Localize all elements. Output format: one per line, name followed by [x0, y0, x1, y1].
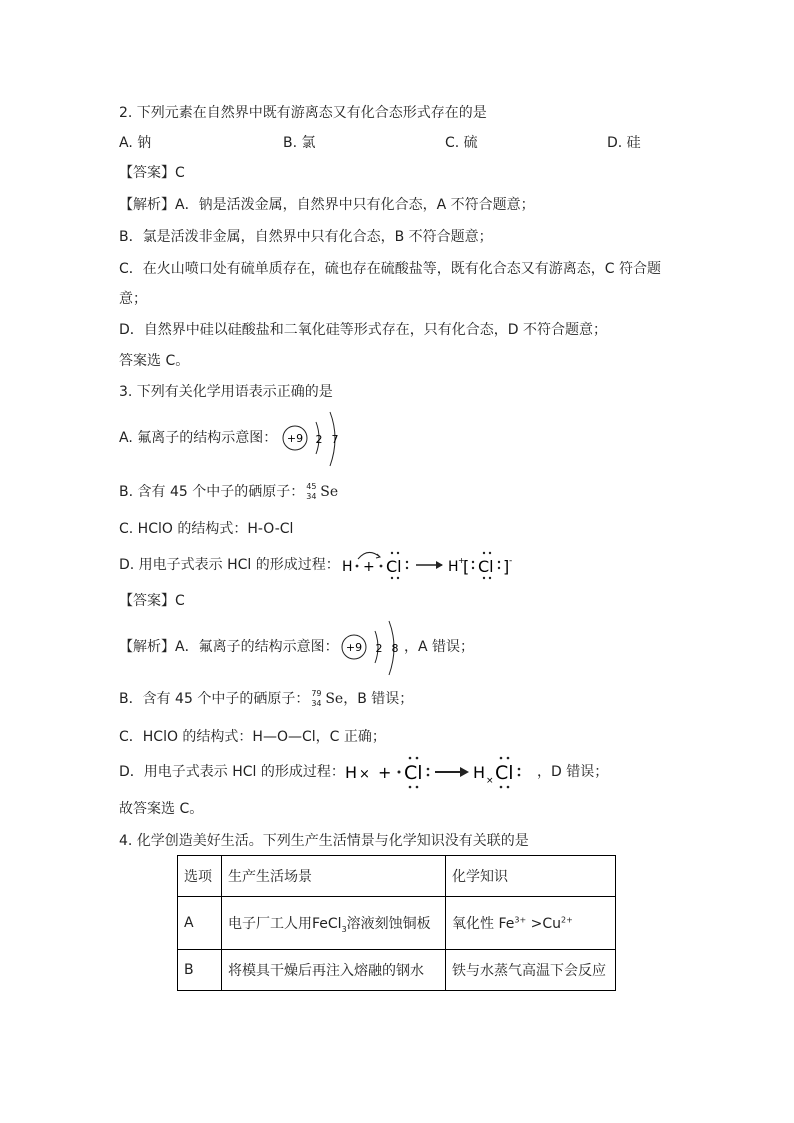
- svg-text:+9: +9: [345, 641, 363, 654]
- q3-option-d: [119, 555, 340, 575]
- q4-question: 4. 化学创造美好生活。下列生产生活情景与化学知识没有关联的是: [119, 833, 529, 849]
- selenium-nuclide: [304, 482, 320, 502]
- svg-text:-: -: [509, 556, 513, 566]
- shell-2-count: 7: [331, 433, 339, 446]
- svg-text:8: 8: [391, 642, 399, 655]
- svg-text:+: +: [458, 556, 465, 565]
- svg-text:×: ×: [486, 776, 494, 786]
- hcl-formation-correct: [343, 750, 535, 792]
- q2-option-c: C. 硫: [445, 135, 478, 151]
- mass-number: 45: [306, 482, 317, 491]
- q3-analysis-a-result: ，A 错误；: [404, 639, 475, 655]
- svg-text:[: [: [463, 557, 470, 576]
- table-row: [178, 950, 616, 991]
- q3-analysis-b: [119, 689, 413, 709]
- q2-option-d: D. 硅: [607, 135, 641, 151]
- element-symbol: Se: [320, 484, 339, 500]
- nucleus-charge: +9: [286, 432, 304, 445]
- row-a-knowledge: [446, 897, 616, 950]
- q3-option-b: [119, 482, 338, 502]
- svg-text:2: 2: [375, 642, 383, 655]
- q2-conclusion: 答案选 C。: [119, 353, 190, 369]
- scene-text: 溶液刻蚀铜板: [346, 915, 431, 932]
- fluoride-structure-diagram-wrong: [280, 410, 350, 468]
- knowledge-text: >Cu: [526, 916, 561, 932]
- scene-formula: FeCl: [312, 915, 342, 932]
- scene-text: 电子厂工人用: [228, 915, 312, 932]
- q2-question: 2. 下列元素在自然界中既有游离态又有化合态形式存在的是: [119, 105, 487, 121]
- q3-option-c: C. HClO 的结构式：H-O-Cl: [119, 521, 294, 537]
- row-b-knowledge: 铁与水蒸气高温下会反应: [446, 950, 616, 991]
- svg-text:Cl: Cl: [404, 762, 423, 784]
- q3-option-a-text: A. 氟离子的结构示意图：: [119, 430, 278, 446]
- hcl-formation-wrong: [336, 545, 526, 585]
- svg-text:H: H: [345, 763, 358, 782]
- q3-analysis-d: [119, 762, 345, 782]
- svg-text:Cl: Cl: [495, 762, 514, 784]
- mass-number: 79: [311, 689, 322, 698]
- q3-option-a: [119, 428, 277, 448]
- q2-option-b: B. 氯: [283, 135, 316, 151]
- table-header-row: [178, 856, 616, 897]
- q2-analysis-b: B．氯是活泼非金属，自然界中只有化合态，B 不符合题意；: [119, 229, 493, 245]
- plus-sign: +: [363, 559, 375, 575]
- q2-analysis-c-cont: 意；: [119, 291, 147, 307]
- q2-option-a: A. 钠: [119, 135, 152, 151]
- q3-analysis-a: [119, 637, 339, 657]
- q2-analysis-a: 【解析】A．钠是活泼金属，自然界中只有化合态，A 不符合题意；: [119, 197, 535, 213]
- svg-text:]: ]: [503, 557, 510, 576]
- cl-ion: Cl: [478, 557, 494, 576]
- svg-text:H: H: [473, 763, 486, 782]
- q3-analysis-a-text: 【解析】A．氟离子的结构示意图：: [119, 639, 339, 655]
- q3-analysis-b-text: B．含有 45 个中子的硒原子：: [119, 691, 310, 707]
- atomic-number: 34: [311, 699, 322, 708]
- fluoride-structure-diagram-correct: [339, 618, 409, 676]
- q2-analysis-c: C．在火山喷口处有硫单质存在，硫也存在硫酸盐等，既有化合态又有游离态，C 符合题: [119, 261, 661, 277]
- h-atom: H: [342, 559, 353, 575]
- header-scene: 生产生活场景: [222, 856, 446, 897]
- row-a-option: A: [178, 897, 222, 950]
- q3-answer: 【答案】C: [119, 593, 185, 609]
- q4-table: [177, 855, 616, 991]
- header-knowledge: 化学知识: [446, 856, 616, 897]
- q3-analysis-c: C．HClO 的结构式：H—O—Cl，C 正确；: [119, 729, 386, 745]
- svg-text:+: +: [378, 763, 392, 782]
- selenium-nuclide-correct: [309, 689, 325, 709]
- element-symbol: Se: [325, 691, 344, 707]
- q2-answer: 【答案】C: [119, 165, 185, 181]
- atomic-number: 34: [306, 492, 317, 501]
- q3-question: 3. 下列有关化学用语表示正确的是: [119, 384, 333, 400]
- q3-conclusion: 故答案选 C。: [119, 801, 204, 817]
- q3-analysis-d-result: ，D 错误；: [537, 764, 609, 780]
- q3-analysis-b-result: ，B 错误；: [343, 691, 414, 707]
- ion-charge: 2+: [561, 915, 573, 925]
- row-b-option: B: [178, 950, 222, 991]
- formula-subscript: 3: [341, 924, 347, 934]
- h-ion: H: [448, 559, 459, 575]
- q3-option-d-text: D. 用电子式表示 HCl 的形成过程：: [119, 557, 340, 573]
- row-b-scene: 将模具干燥后再注入熔融的钢水: [222, 950, 446, 991]
- table-row: [178, 897, 616, 950]
- knowledge-text: 氧化性 Fe: [452, 916, 515, 932]
- svg-text:×: ×: [359, 767, 370, 782]
- q3-analysis-d-text: D．用电子式表示 HCl 的形成过程：: [119, 764, 345, 780]
- header-option: 选项: [178, 856, 222, 897]
- cl-atom: Cl: [386, 557, 402, 576]
- q3-option-b-text: B. 含有 45 个中子的硒原子：: [119, 484, 305, 500]
- ion-charge: 3+: [514, 915, 527, 925]
- row-a-scene: [222, 897, 446, 950]
- q2-analysis-d: D．自然界中硅以硅酸盐和二氧化硅等形式存在，只有化合态，D 不符合题意；: [119, 322, 608, 338]
- shell-1-count: 2: [315, 433, 323, 446]
